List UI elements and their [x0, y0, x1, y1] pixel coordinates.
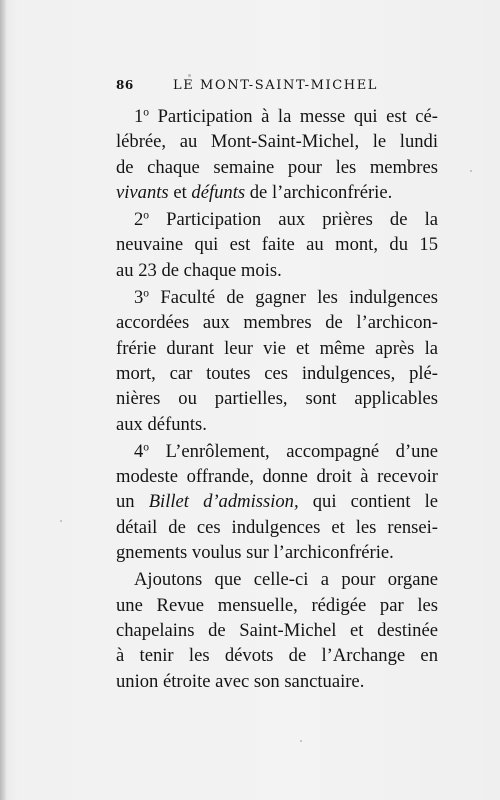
text-line: accordées aux membres de l’archicon-	[116, 312, 438, 334]
page-header	[116, 78, 446, 98]
paper-speck	[300, 740, 302, 742]
body-text	[116, 104, 438, 694]
text-line: 1$^o$ Participation à la messe qui est cé-	[134, 106, 438, 127]
text-line: Ajoutons que celle-ci a pour organe	[134, 569, 438, 591]
text-line: gnements voulus sur l’archiconfrérie.	[116, 542, 394, 564]
text-line: nières ou partielles, sont applicables	[116, 388, 438, 410]
text-line: 4$^o$ L’enrôlement, accompagné d’une	[134, 440, 438, 462]
text-line: mort, car toutes ces indulgences, plé-	[116, 362, 438, 384]
text-line: à tenir les dévots de l’Archange en	[116, 645, 438, 667]
paper-speck	[188, 74, 191, 77]
paragraph-3	[116, 285, 438, 437]
text-line: un Billet d’admission, qui contient le	[116, 491, 438, 513]
text-line: vivants et défunts de l’archiconfrérie.	[116, 181, 393, 203]
text-line: union étroite avec son sanctuaire.	[116, 670, 365, 692]
paragraph-1	[116, 104, 438, 205]
paragraph-4	[116, 439, 438, 565]
text-line: au 23 de chaque mois.	[116, 259, 282, 281]
text-line: neuvaine qui est faite au mont, du 15	[116, 234, 438, 256]
text-line: 3$^o$ Faculté de gagner les indulgences	[134, 287, 438, 309]
text-line: aux défunts.	[116, 413, 207, 435]
text-line: chapelains de Saint-Michel et destinée	[116, 619, 438, 641]
paragraph-5	[116, 567, 438, 693]
text-line: 2$^o$ Participation aux prières de la	[134, 209, 438, 231]
page-edge-shadow	[0, 0, 6, 800]
text-line: lébrée, au Mont-Saint-Michel, le lundi	[116, 131, 438, 153]
paper-speck	[60, 520, 62, 522]
text-line: une Revue mensuelle, rédigée par les	[116, 594, 438, 616]
page-number: 86	[116, 78, 134, 92]
text-line: frérie durant leur vie et même après la	[116, 337, 438, 359]
paper-speck	[470, 170, 472, 172]
text-line: de chaque semaine pour les membres	[116, 156, 438, 178]
running-head: LE MONT-SAINT-MICHEL	[173, 78, 379, 93]
paragraph-2	[116, 207, 438, 283]
text-line: détail de ces indulgences et les rensei-	[116, 516, 438, 538]
text-line: modeste offrande, donne droit à recevoir	[116, 466, 438, 488]
